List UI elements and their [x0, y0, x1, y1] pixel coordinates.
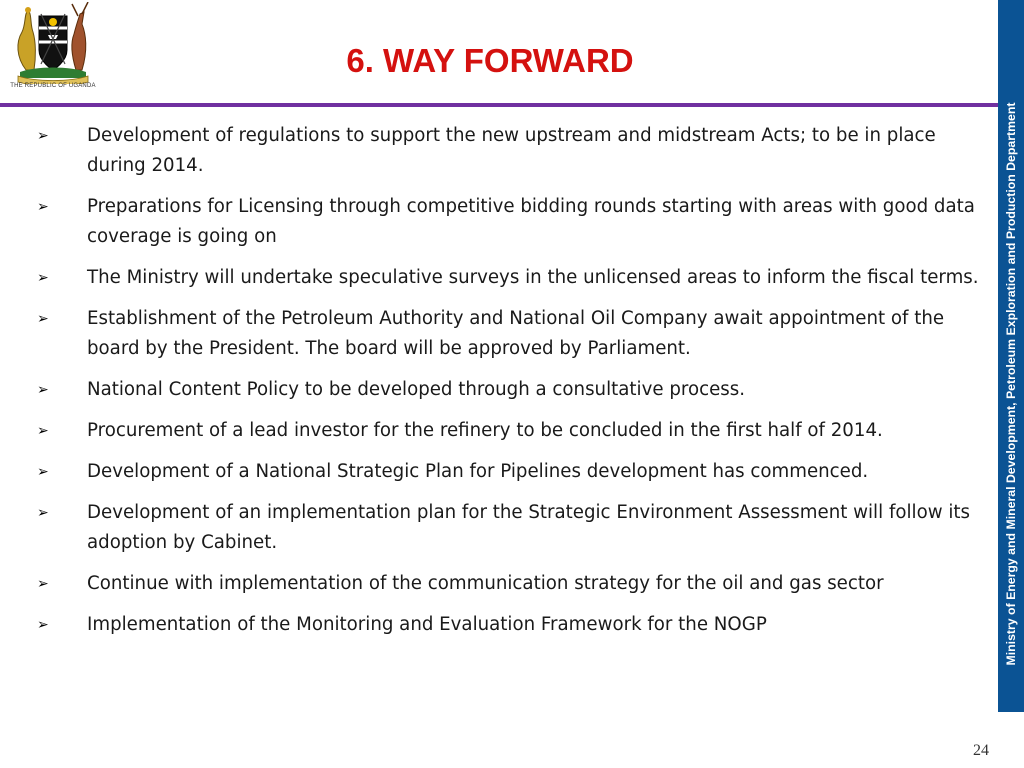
arrowhead-bullet-icon: ➢	[37, 505, 49, 521]
list-item	[0, 416, 998, 446]
list-item-text: Development of a National Strategic Plan for Pipelines development has commenced.	[87, 461, 869, 482]
list-item-text: Procurement of a lead investor for the refinery to be concluded in the first half of 2014.	[87, 420, 883, 441]
list-item-text: The Ministry will undertake speculative surveys in the unlicensed areas to inform the fiscal terms.	[87, 267, 979, 288]
arrowhead-bullet-icon: ➢	[37, 576, 49, 592]
list-item-text: Development of an implementation plan for the Strategic Environment Assessment will follow its adoption by Cabinet.	[87, 502, 971, 553]
arrowhead-bullet-icon: ➢	[37, 270, 49, 286]
list-item	[0, 263, 998, 293]
uganda-coat-of-arms-icon	[6, 2, 100, 94]
arrowhead-bullet-icon: ➢	[37, 464, 49, 480]
list-item	[0, 569, 998, 599]
list-item-text: Implementation of the Monitoring and Evaluation Framework for the NOGP	[87, 614, 767, 635]
arrowhead-bullet-icon: ➢	[37, 382, 49, 398]
emblem-caption: THE REPUBLIC OF UGANDA	[10, 83, 96, 89]
arrowhead-bullet-icon: ➢	[37, 311, 49, 327]
page-title: 6. WAY FORWARD	[346, 42, 634, 79]
list-item	[0, 304, 998, 364]
page-number: 24	[973, 742, 989, 759]
title-divider	[0, 103, 998, 107]
list-item	[0, 192, 998, 252]
list-item	[0, 457, 998, 487]
list-item	[0, 375, 998, 405]
list-item-text: Development of regulations to support the new upstream and midstream Acts; to be in place during 2014.	[87, 125, 936, 176]
list-item	[0, 498, 998, 558]
arrowhead-bullet-icon: ➢	[37, 199, 49, 215]
list-item-text: Establishment of the Petroleum Authority and National Oil Company await appointment of the board by the President. The board will be approved by Parliament.	[87, 308, 945, 359]
list-item	[0, 121, 998, 181]
arrowhead-bullet-icon: ➢	[37, 423, 49, 439]
list-item-text: Preparations for Licensing through competitive bidding rounds starting with areas with good data coverage is going on	[87, 196, 975, 247]
list-item-text: National Content Policy to be developed through a consultative process.	[87, 379, 746, 400]
way-forward-list	[0, 121, 998, 651]
list-item-text: Continue with implementation of the communication strategy for the oil and gas sector	[87, 573, 884, 594]
department-sidebar-label: Ministry of Energy and Mineral Development, Petroleum Exploration and Production Department	[1004, 102, 1018, 666]
arrowhead-bullet-icon: ➢	[37, 617, 49, 633]
list-item	[0, 610, 998, 640]
arrowhead-bullet-icon: ➢	[37, 128, 49, 144]
